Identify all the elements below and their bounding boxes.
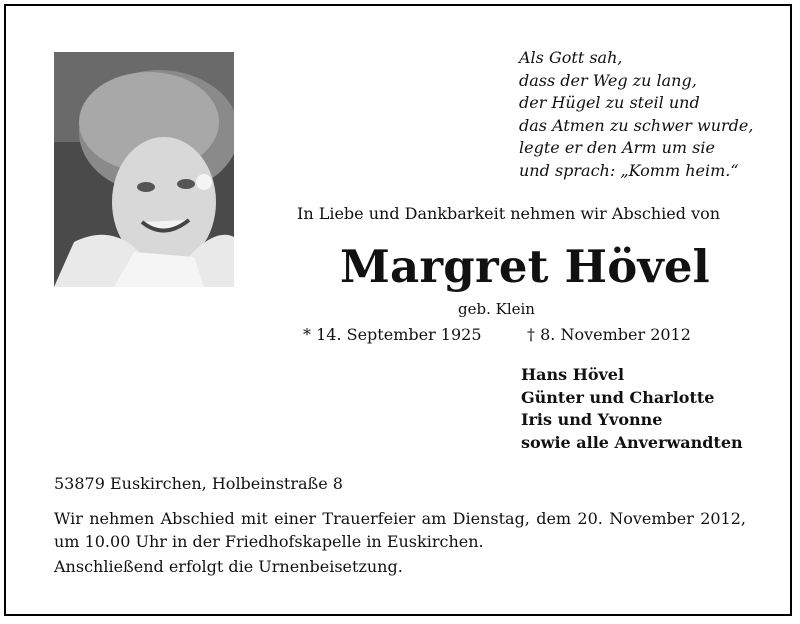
intro-text: In Liebe und Dankbarkeit nehmen wir Abschied von <box>297 204 721 223</box>
mourner-item: Iris und Yvonne <box>521 410 663 429</box>
poem-line: dass der Weg zu lang, <box>519 70 697 90</box>
mourner-item: sowie alle Anverwandten <box>521 432 743 452</box>
portrait-photo <box>54 52 234 287</box>
mourner-item: Hans Hövel <box>521 365 625 384</box>
poem-line: das Atmen zu schwer wurde, <box>519 115 754 135</box>
poem-line: und sprach: „Komm heim.“ <box>519 160 739 180</box>
urn-burial-note: Anschließend erfolgt die Urnenbeisetzung. <box>54 557 403 576</box>
poem-line: der Hügel zu steil und <box>519 93 700 112</box>
mourners-list <box>521 364 743 454</box>
death-date: † 8. November 2012 <box>527 325 691 344</box>
poem-line: Als Gott sah, <box>519 48 623 67</box>
mourner-item: Günter und Charlotte <box>521 387 715 407</box>
poem-line: legte er den Arm um sie <box>519 138 715 157</box>
birth-date: * 14. September 1925 <box>303 325 482 344</box>
poem <box>519 47 779 182</box>
maiden-name: geb. Klein <box>458 300 535 318</box>
deceased-name: Margret Hövel <box>340 240 710 293</box>
service-announcement: Wir nehmen Abschied mit einer Trauerfeier am Dienstag, dem 20. November 2012, um 10.00 Uhr in der Friedhofskapelle in Euskirchen. <box>54 509 746 551</box>
address: 53879 Euskirchen, Holbeinstraße 8 <box>54 474 343 493</box>
